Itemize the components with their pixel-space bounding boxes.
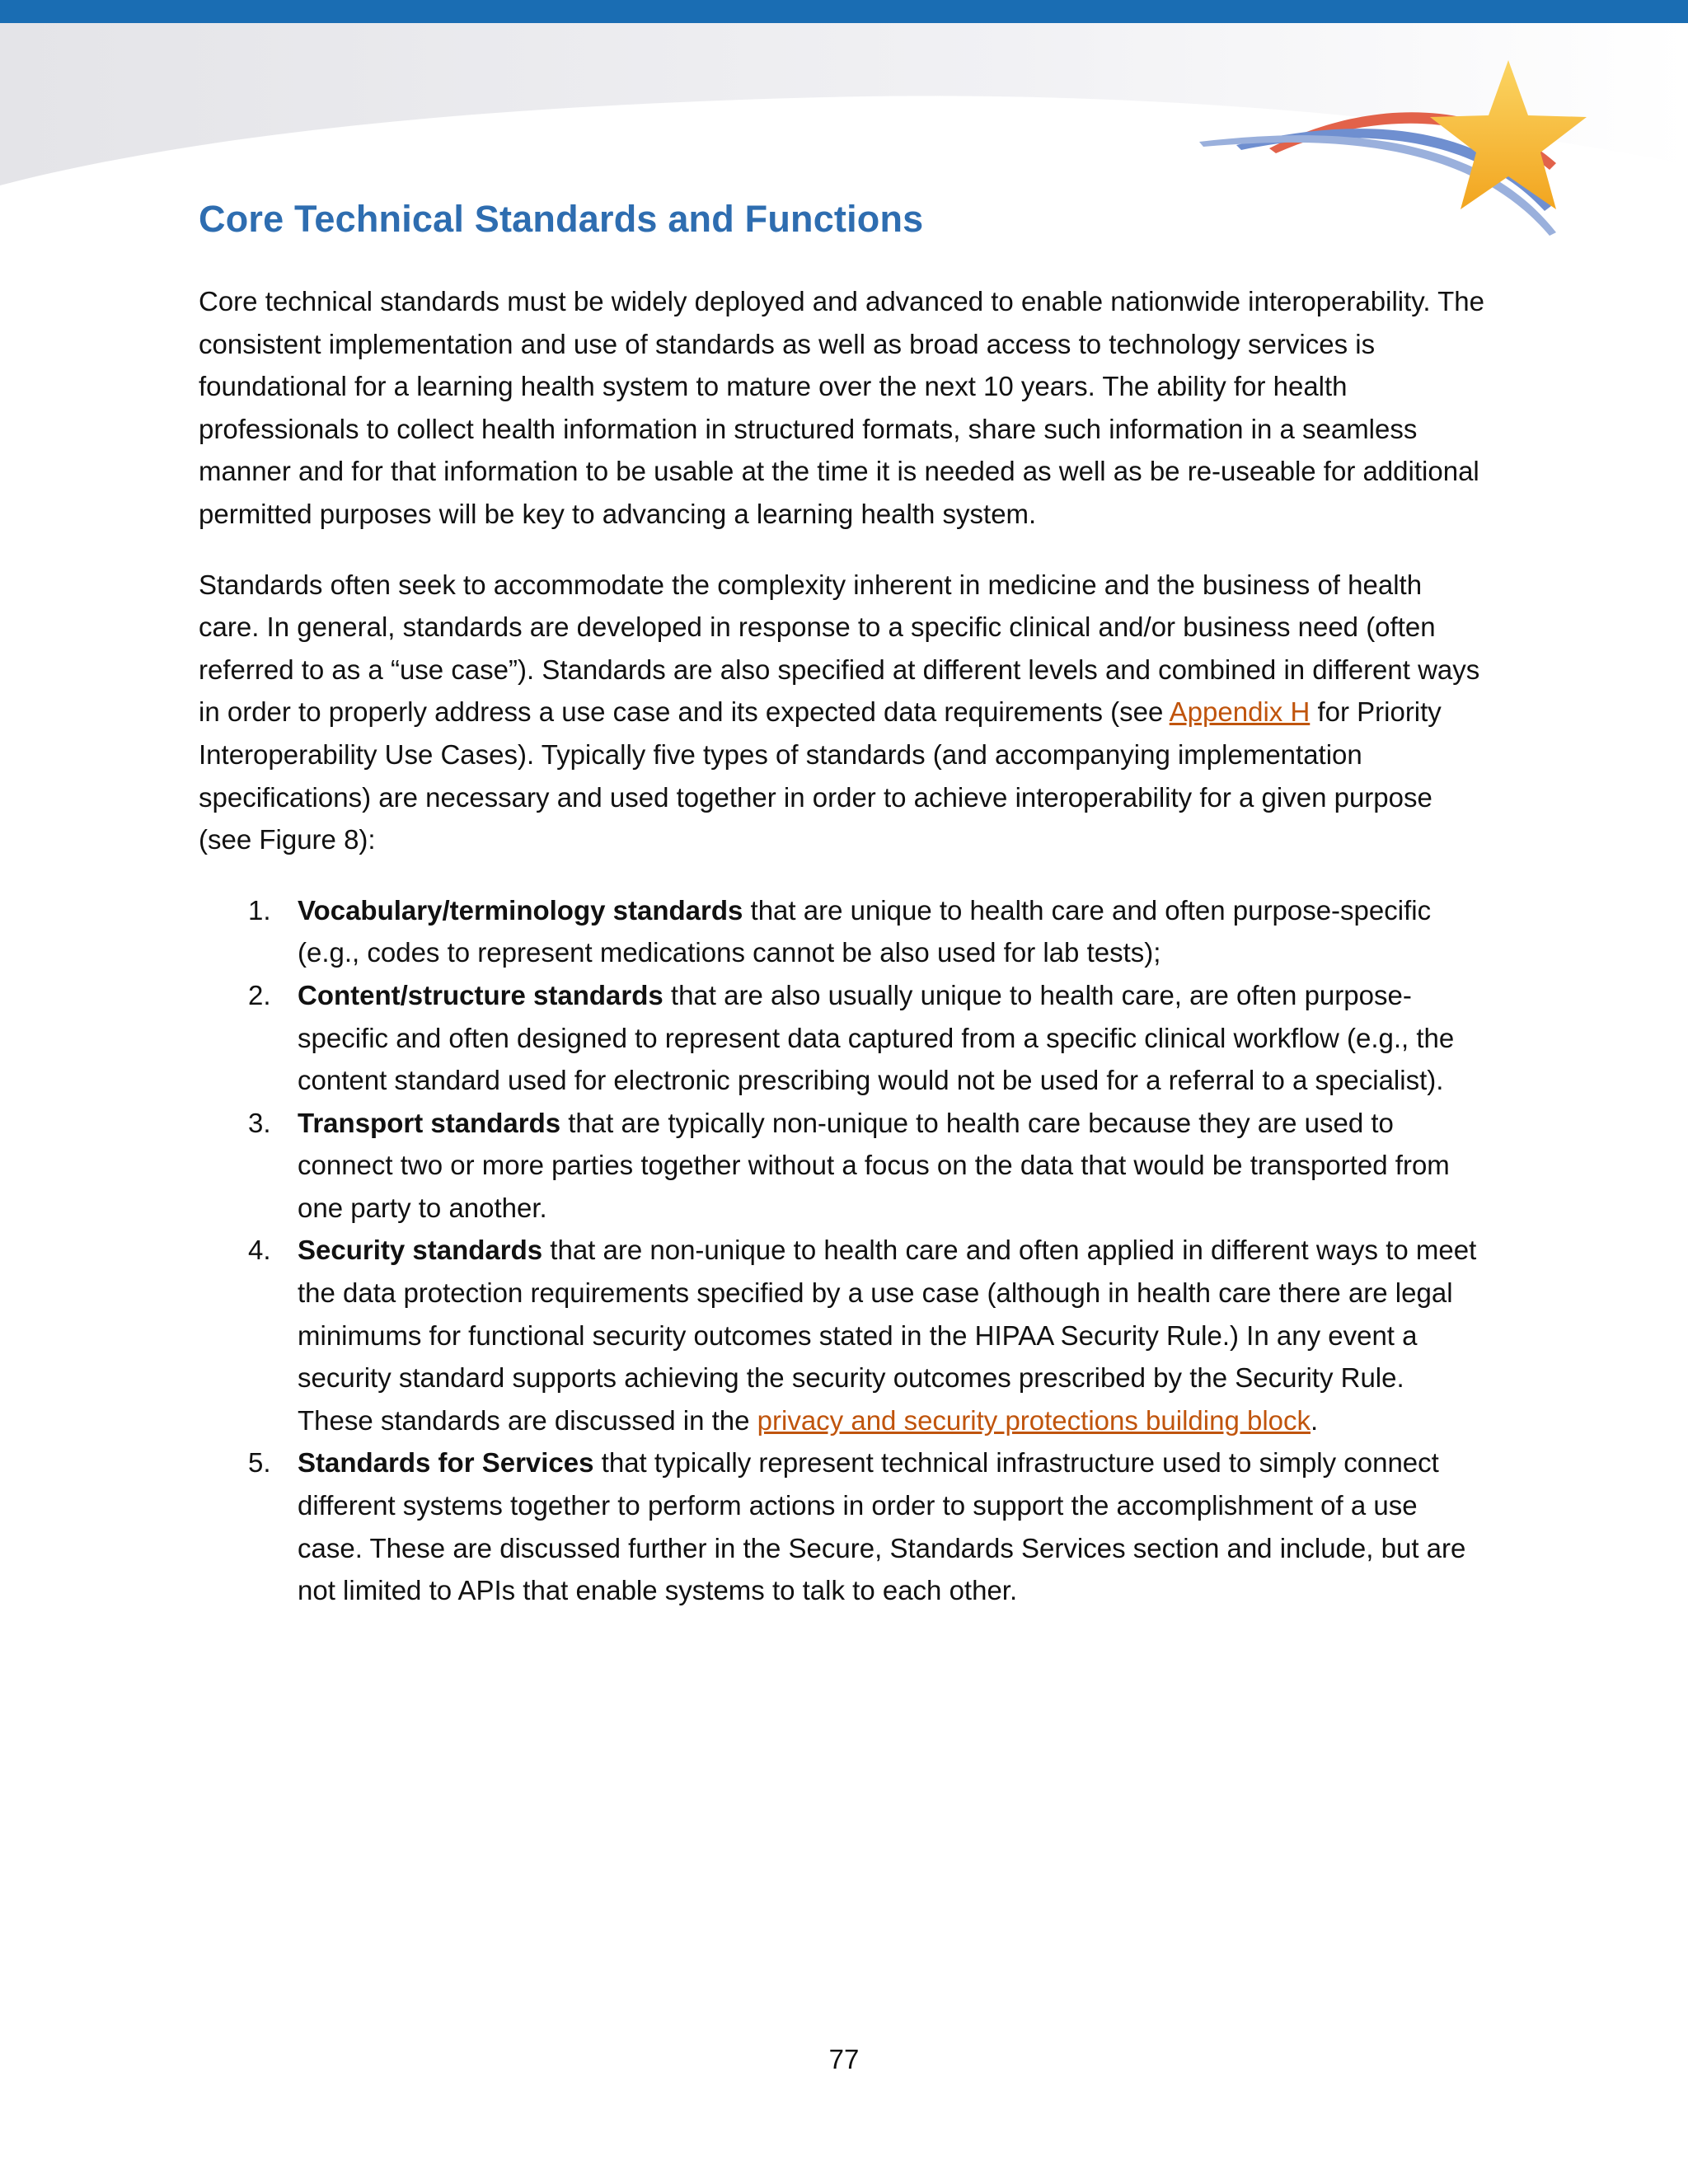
list-number: 5.: [248, 1447, 271, 1479]
privacy-security-link[interactable]: privacy and security protections building block: [757, 1404, 1311, 1436]
list-item-text: that typically represent technical infrastructure used to simply connect different systems together to perform actions in order to support the accomplishment of a use case. These are discussed further in the Secure, Standards Services section and include, but are not limited to APIs that enable systems to talk to each other.: [298, 1447, 1466, 1606]
list-number: 1.: [248, 894, 271, 926]
paragraph-standards-text-end: for Priority Interoperability Use Cases). Typically five types of standards (and accompanying implementation specifications) are necessary and used together in order to achieve interoperability for a given purpose (see Figure 8):: [199, 696, 1442, 855]
list-item-term: Transport standards: [298, 1107, 561, 1138]
header-bar: [0, 0, 1688, 23]
paragraph-standards: [199, 564, 1484, 861]
list-number: 3.: [248, 1107, 271, 1138]
list-item: [199, 974, 1484, 1102]
page-number: 77: [828, 2044, 860, 2074]
list-item: [199, 889, 1484, 974]
document-body: [199, 280, 1484, 1612]
page-title: Core Technical Standards and Functions: [199, 198, 924, 240]
list-item-text: that are typically non-unique to health care because they are used to connect two or more parties together without a focus on the data that would be transported from one party to another.: [298, 1107, 1450, 1223]
list-item: [199, 1229, 1484, 1441]
list-item-text-end: .: [1311, 1404, 1319, 1436]
list-item-text: that are non-unique to health care and often applied in different ways to meet the data protection requirements specified by a use case (although in health care there are legal minimums for functional security outcomes stated in the HIPAA Security Rule.) In any event a security standard supports achieving the security outcomes prescribed by the Security Rule. These standards are discussed in the: [298, 1235, 1477, 1436]
list-item-term: Standards for Services: [298, 1447, 594, 1479]
list-item-term: Content/structure standards: [298, 979, 663, 1010]
list-item-term: Security standards: [298, 1235, 543, 1266]
list-item-text: that are also usually unique to health care, are often purpose-specific and often designed to represent data captured from a specific clinical workflow (e.g., the content standard used for electronic prescribing would not be used for a referral to a specialist).: [298, 979, 1455, 1096]
paragraph-intro: Core technical standards must be widely deployed and advanced to enable nationwide interoperability. The consistent implementation and use of standards as well as broad access to technology services is foundational for a learning health system to mature over the next 10 years. The ability for health professionals to collect health information in structured formats, share such information in a seamless manner and for that information to be usable at the time it is needed as well as be re-useable for additional permitted purposes will be key to advancing a learning health system.: [199, 286, 1484, 529]
list-item-term: Vocabulary/terminology standards: [298, 894, 743, 926]
appendix-h-link[interactable]: Appendix H: [1169, 696, 1311, 728]
list-item: [199, 1441, 1484, 1611]
list-number: 4.: [248, 1235, 271, 1266]
standards-list: [199, 889, 1484, 1612]
paragraph-standards-text: Standards often seek to accommodate the complexity inherent in medicine and the business of health care. In general, standards are developed in response to a specific clinical and/or business need (often referred to as a “use case”). Standards are also specified at different levels and combined in different ways in order to properly address a use case and its expected data requirements (see: [199, 569, 1480, 728]
list-number: 2.: [248, 979, 271, 1010]
list-item: [199, 1102, 1484, 1230]
list-item-text: that are unique to health care and often purpose-specific (e.g., codes to represent medications cannot be also used for lab tests);: [298, 894, 1432, 968]
